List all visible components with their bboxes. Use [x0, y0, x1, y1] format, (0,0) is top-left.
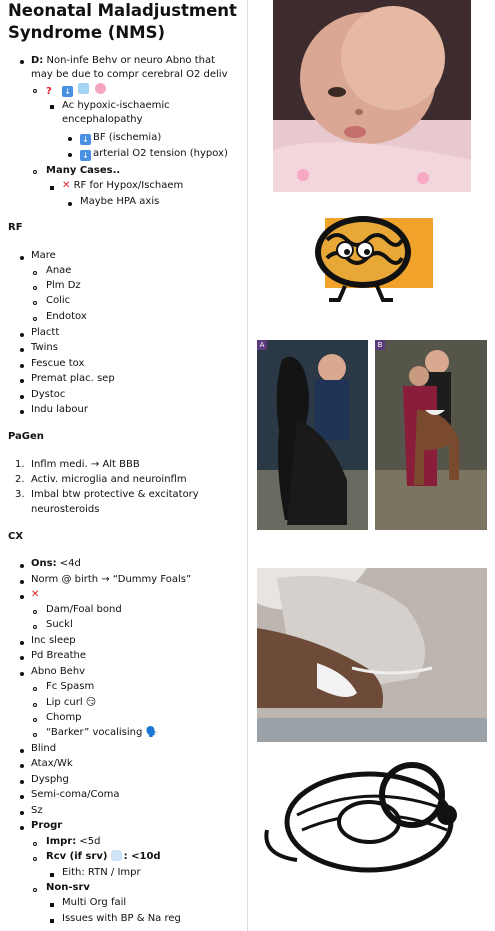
- list-item: Anae: [46, 265, 72, 276]
- sleeping-foal-photo: [257, 568, 487, 742]
- cross-icon: ✕: [31, 589, 40, 600]
- list-item: Dystoc: [31, 389, 66, 400]
- list-item: Norm @ birth → “Dummy Foals”: [31, 574, 192, 585]
- rf-mare: Mare: [31, 250, 56, 261]
- ons-label: Ons:: [31, 558, 57, 569]
- bullet: [33, 271, 37, 275]
- bullet: [20, 811, 24, 815]
- list-item: Sz: [31, 805, 43, 816]
- definition-line: [31, 54, 215, 68]
- bullet: [50, 919, 54, 923]
- progr-label: Progr: [31, 820, 63, 831]
- list-item: Blind: [31, 743, 57, 754]
- bullet: [20, 672, 24, 676]
- list-item: Semi-coma/Coma: [31, 789, 120, 800]
- bullet: [20, 364, 24, 368]
- ons-value: <4d: [59, 558, 81, 569]
- list-item: Activ. microglia and neuroinflm: [31, 474, 187, 485]
- brain-cartoon: [305, 210, 440, 305]
- cx-onset: [31, 557, 81, 571]
- list-item: Eith: RTN / Impr: [62, 867, 141, 878]
- many-cases: Many Cases..: [46, 165, 121, 176]
- rcv-value: : <10d: [123, 851, 161, 862]
- list-item: Endotox: [46, 311, 87, 322]
- bullet: [50, 873, 54, 877]
- cx-heading: CX: [8, 531, 24, 542]
- list-number: 2.: [15, 474, 25, 485]
- list-item: Atax/Wk: [31, 758, 73, 769]
- bullet: [20, 826, 24, 830]
- d-text: Non-infe Behv or neuro Abno that: [46, 55, 216, 66]
- doll-photo: [273, 0, 471, 192]
- impr-value: <5d: [79, 836, 101, 847]
- label-b: B: [375, 340, 385, 350]
- bullet: [33, 718, 37, 722]
- question-icon: ?: [46, 86, 52, 97]
- bullet: [20, 795, 24, 799]
- foal-photo-a: [257, 340, 368, 530]
- impr-line: [46, 835, 101, 849]
- hourglass-icon: [111, 850, 122, 861]
- bullet: [33, 301, 37, 305]
- bullet: [33, 89, 37, 93]
- list-item: Premat plac. sep: [31, 373, 115, 384]
- rf-hypox-text: RF for Hypox/Ischaem: [73, 180, 184, 191]
- list-item: Fescue tox: [31, 358, 85, 369]
- bf-text: BF (ischemia): [93, 132, 162, 143]
- o2-text: arterial O2 tension (hypox): [93, 148, 228, 159]
- rf-hypox-line: [62, 179, 183, 193]
- bullet: [20, 656, 24, 660]
- list-item: Chomp: [46, 712, 82, 723]
- bullet: [50, 903, 54, 907]
- bullet: [20, 379, 24, 383]
- list-item: Plactt: [31, 327, 60, 338]
- bullet: [33, 888, 37, 892]
- bullet: [33, 857, 37, 861]
- bf-line: [80, 131, 161, 145]
- list-item: “Barker” vocalising 🗣️: [46, 727, 158, 738]
- bullet: [33, 610, 37, 614]
- list-item: Pd Breathe: [31, 650, 86, 661]
- pagen-heading: PaGen: [8, 431, 44, 442]
- list-item: Dam/Foal bond: [46, 604, 122, 615]
- list-item: Inc sleep: [31, 635, 76, 646]
- bullet: [20, 256, 24, 260]
- rcv-line: [46, 850, 161, 864]
- down-arrow-icon: ↓: [80, 150, 91, 161]
- ac-line: Ac hypoxic-ischaemic: [62, 100, 170, 111]
- hpa-line: Maybe HPA axis: [80, 196, 160, 207]
- definition-line-2: may be due to compr cerebral O2 deliv: [31, 69, 228, 80]
- bullet: [33, 703, 37, 707]
- list-item: Abno Behv: [31, 666, 86, 677]
- down-arrow-icon: ↓: [80, 134, 91, 145]
- nonsrv-label: Non-srv: [46, 882, 90, 893]
- rf-heading: RF: [8, 222, 23, 233]
- list-item: Dysphg: [31, 774, 69, 785]
- page-title: Neonatal Maladjustment Syndrome (NMS): [8, 1, 237, 42]
- down-arrow-icon: ↓: [62, 86, 73, 97]
- list-item: Inflm medi. → Alt BBB: [31, 459, 140, 470]
- ac-line-2: encephalopathy: [62, 114, 143, 125]
- foal-photo-b: [375, 340, 487, 530]
- list-item: neurosteroids: [31, 504, 100, 515]
- bullet: [33, 286, 37, 290]
- bullet: [20, 749, 24, 753]
- cross-item: [31, 588, 39, 602]
- bullet: [68, 153, 72, 157]
- bullet: [20, 348, 24, 352]
- bullet: [33, 687, 37, 691]
- list-item: Colic: [46, 295, 71, 306]
- label-a: A: [257, 340, 267, 350]
- bullet: [33, 625, 37, 629]
- list-item: Issues with BP & Na reg: [62, 913, 181, 924]
- bullet: [50, 105, 54, 109]
- list-number: 1.: [15, 459, 25, 470]
- brain-icon: [95, 83, 106, 94]
- bubbles-icon: [78, 83, 89, 94]
- bullet: [33, 842, 37, 846]
- bullet: [68, 137, 72, 141]
- bullet: [20, 641, 24, 645]
- pacifier-drawing: [257, 760, 489, 878]
- list-item: Indu labour: [31, 404, 88, 415]
- bullet: [33, 317, 37, 321]
- list-item: Twins: [31, 342, 58, 353]
- bullet: [20, 595, 24, 599]
- cross-icon: ✕: [62, 180, 71, 191]
- o2-line: [80, 147, 228, 161]
- bullet: [20, 410, 24, 414]
- list-item: Lip curl 😏: [46, 697, 97, 708]
- list-item: Plm Dz: [46, 280, 81, 291]
- list-item: Imbal btw protective & excitatory: [31, 489, 199, 500]
- list-item: Multi Org fail: [62, 897, 127, 908]
- bullet: [20, 564, 24, 568]
- icons-line: [46, 83, 108, 97]
- bullet: [20, 764, 24, 768]
- bullet: [20, 780, 24, 784]
- d-label: D:: [31, 55, 44, 66]
- list-item: Fc Spasm: [46, 681, 95, 692]
- rcv-label: Rcv (if srv): [46, 851, 108, 862]
- bullet: [20, 60, 24, 64]
- bullet: [68, 202, 72, 206]
- bullet: [20, 395, 24, 399]
- bullet: [50, 186, 54, 190]
- bullet: [33, 170, 37, 174]
- impr-label: Impr:: [46, 836, 77, 847]
- list-item: Suckl: [46, 619, 73, 630]
- list-number: 3.: [15, 489, 25, 500]
- bullet: [20, 333, 24, 337]
- bullet: [20, 580, 24, 584]
- bullet: [33, 733, 37, 737]
- image-column: [248, 0, 495, 931]
